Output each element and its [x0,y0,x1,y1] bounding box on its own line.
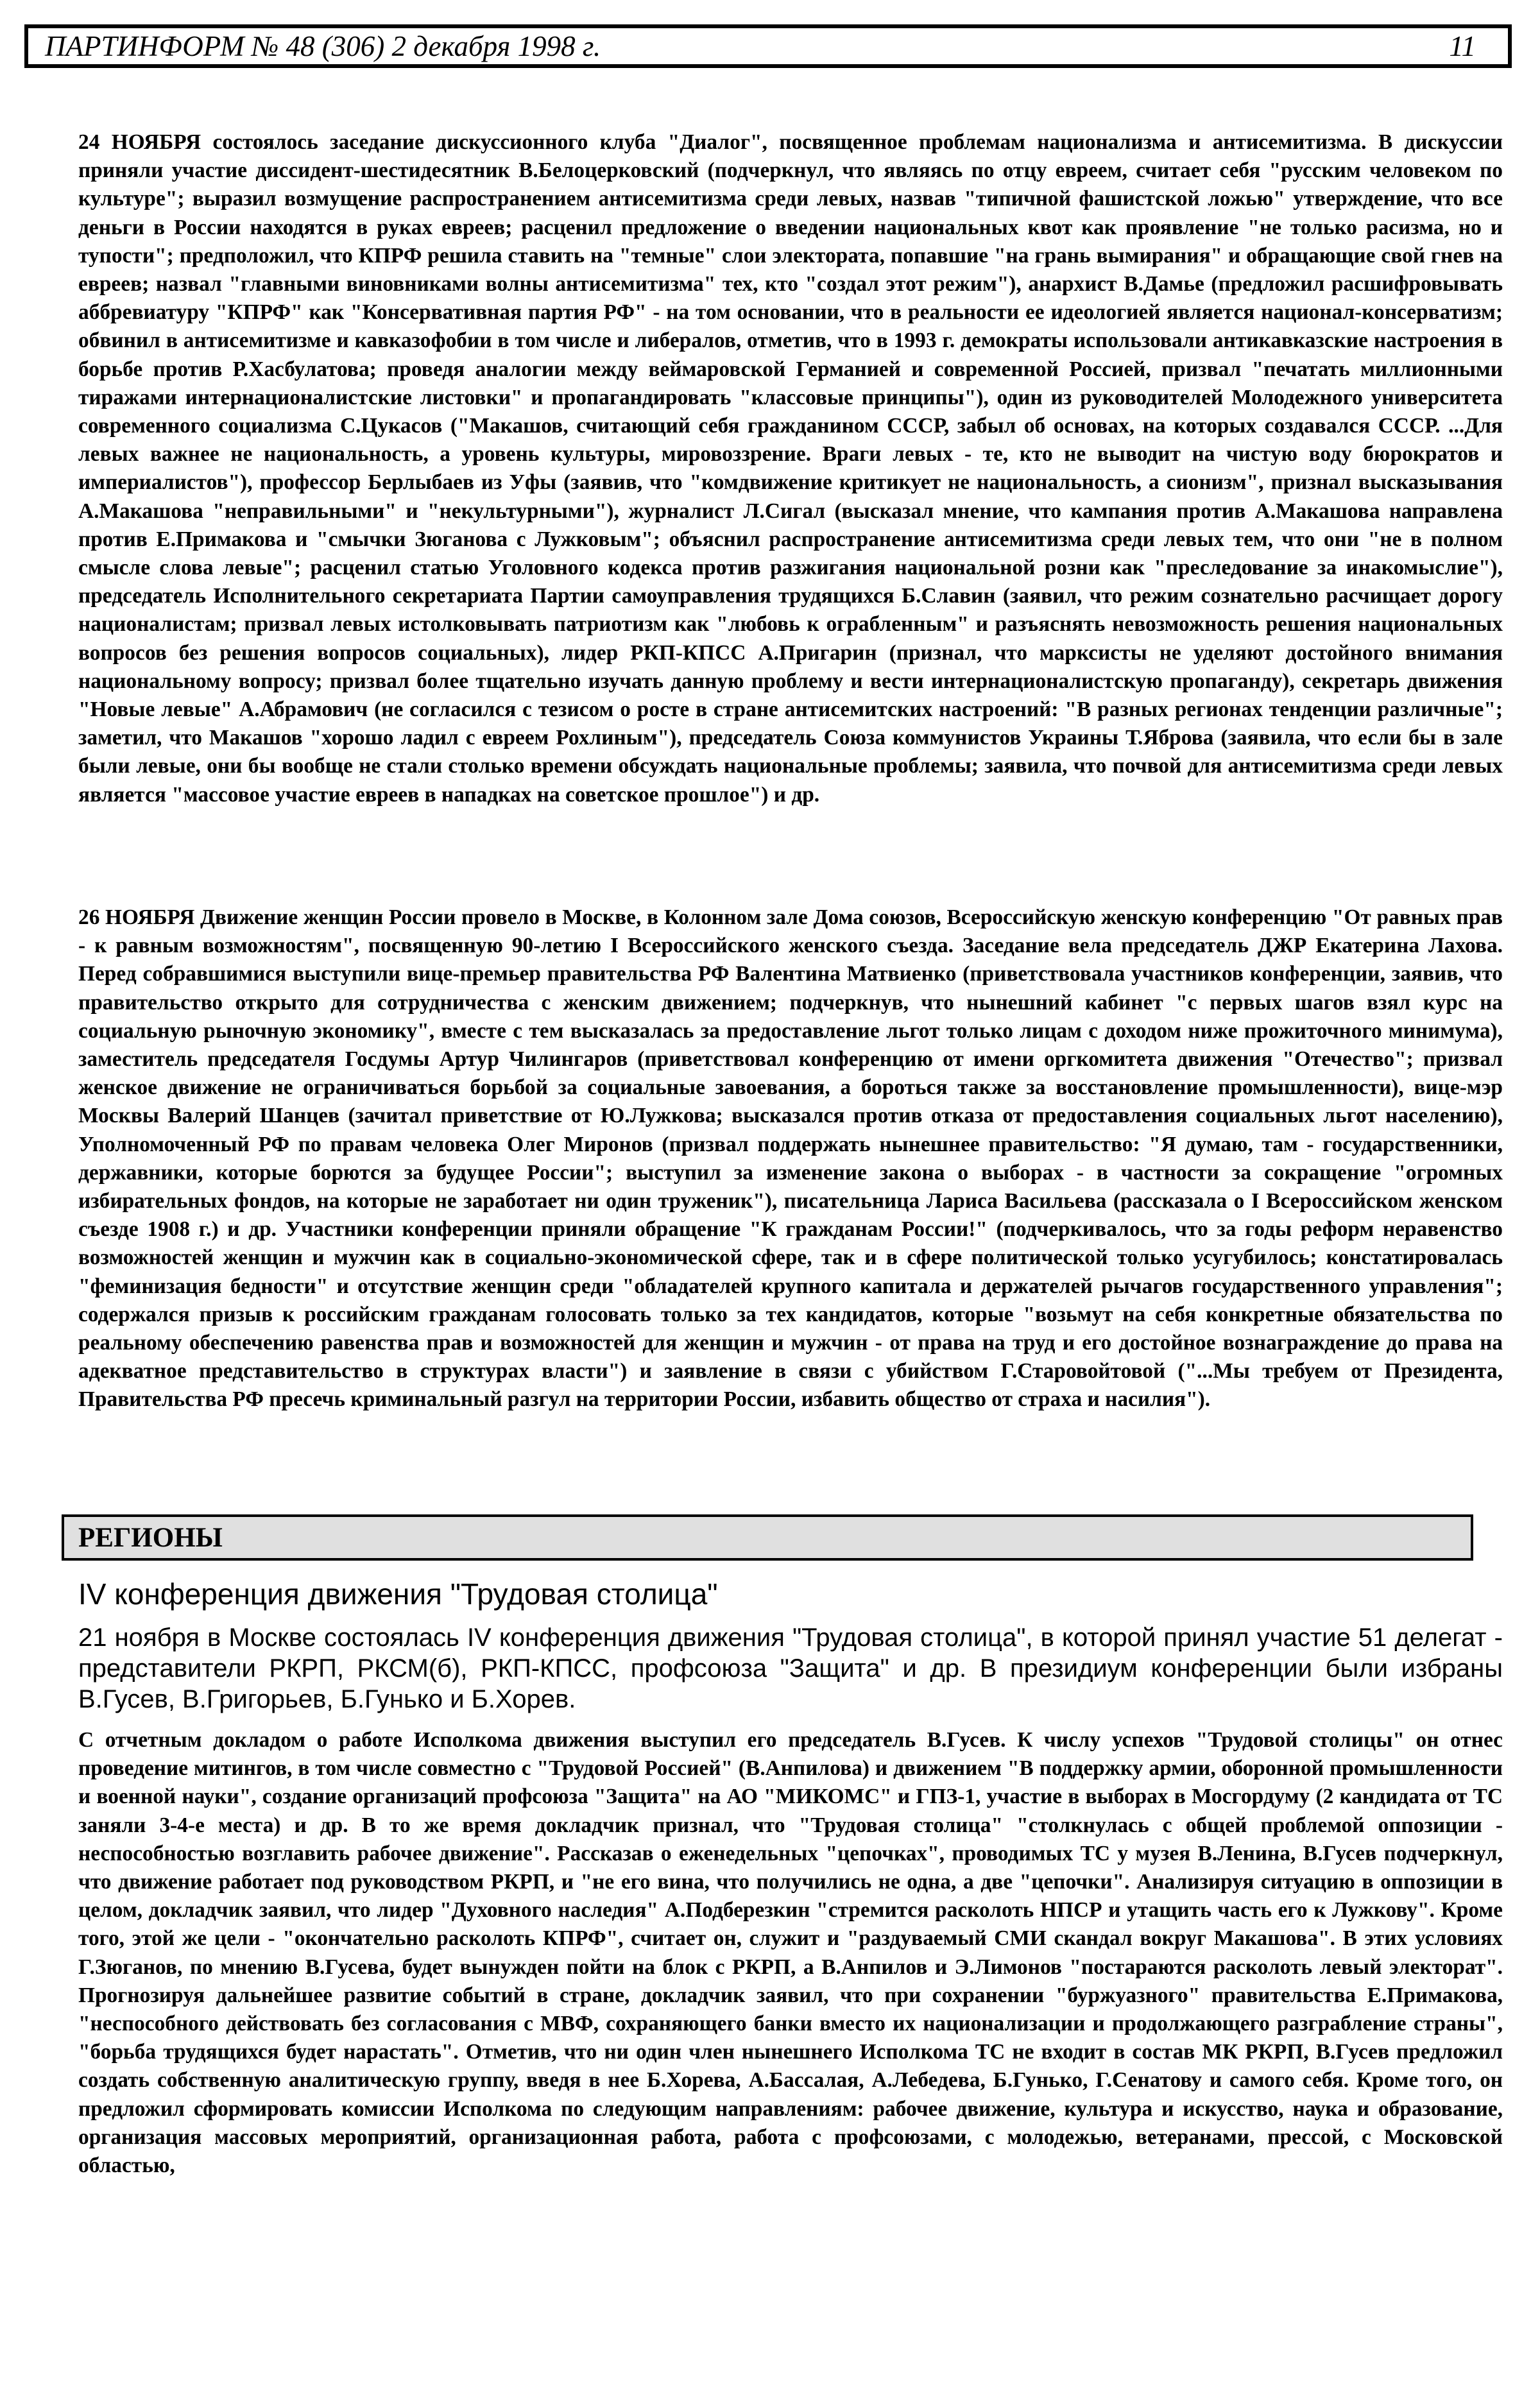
article-text: 26 НОЯБРЯ Движение женщин России провело в Москве, в Колонном зале Дома союзов, Всероссийскую женскую конференцию "От равных прав - к равным возможностям", посвященную 90-летию I Всероссийского женского съезда. Заседание вела председатель ДЖР Екатерина Лахова. Перед собравшимися выступили вице-премьер правительства РФ Валентина Матвиенко (приветствовала участников конференции, заявив, что правительство открыто для сотрудничества с женским движением; подчеркнув, что нынешний кабинет "с первых шагов взял курс на социальную рыночную экономику", вместе с тем высказалась за предоставление льгот только лицам с доходом ниже прожиточного минимума), заместитель председателя Госдумы Артур Чилингаров (приветствовал конференцию от имени оргкомитета движения "Отечество"; призвал женское движение не ограничиваться борьбой за социальные завоевания, а бороться также за восстановление промышленности), вице-мэр Москвы Валерий Шанцев (зачитал приветствие от Ю.Лужкова; высказался против отказа от предоставления социальных льгот населению), Уполномоченный РФ по правам человека Олег Миронов (призвал поддержать нынешнее правительство: "Я думаю, там - государственники, державники, которые борются за будущее России"; выступил за изменение закона о выборах - в частности за сокращение "огромных избирательных фондов, на которые не заработает ни один труженик"), писательница Лариса Васильева (рассказала о I Всероссийском женском съезде 1908 г.) и др. Участники конференции приняли обращение "К гражданам России!" (подчеркивалось, что за годы реформ неравенство возможностей женщин и мужчин как в социально-экономической сфере, так и в сфере политической только усугубилось; констатировалась "феминизация бедности" и отсутствие женщин среди "обладателей крупного капитала и держателей рычагов государственного управления"; содержался призыв к российским гражданам голосовать только за тех кандидатов, которые "возьмут на себя конкретные обязательства по реальному обеспечению равенства прав и возможностей для женщин и мужчин - от права на труд и его достойное вознаграждение до права на адекватное представительство в структурах власти") и заявление в связи с убийством Г.Старовойтовой ("...Мы требуем от Президента, Правительства РФ пресечь криминальный разгул на территории России, избавить общество от страха и насилия"). [78,905,1503,1412]
article-nov-24 [78,128,1503,809]
article-text: 24 НОЯБРЯ состоялось заседание дискуссионного клуба "Диалог", посвященное проблемам национализма и антисемитизма. В дискуссии приняли участие диссидент-шестидесятник В.Белоцерковский (подчеркнул, что являясь по отцу евреем, считает себя "русским человеком по культуре"; выразил возмущение распространением антисемитизма среди левых, назвав "типичной фашистской ложью" утверждение, что все деньги в России находятся в руках евреев; расценил предложение о введении национальных квот как проявление "не только расизма, но и тупости"; предположил, что КПРФ решила ставить на "темные" слои электората, попавшие "на грань вымирания" и обращающие свой гнев на евреев; назвал "главными виновниками волны антисемитизма" тех, кто "создал этот режим"), анархист В.Дамье (предложил расшифровывать аббревиатуру "КПРФ" как "Консервативная партия РФ" - на том основании, что в реальности ее идеологией является национал-консерватизм; обвинил в антисемитизме и кавказофобии в том числе и либералов, отметив, что в 1993 г. демократы использовали антикавказские настроения в борьбе против Р.Хасбулатова; проведя аналогии между веймаровской Германией и современной Россией, призвал "печатать миллионными тиражами интернационалистские листовки" и пропагандировать "классовые принципы"), один из руководителей Молодежного университета современного социализма С.Цукасов ("Макашов, считающий себя гражданином СССР, забыл об основах, на которых создавался СССР. ...Для левых важнее не национальность, а уровень культуры, мировоззрение. Враги левых - те, кто не выводит на чистую воду бюрократов и империалистов"), профессор Берлыбаев из Уфы (заявив, что "комдвижение критикует не национальность, а сионизм", признал высказывания А.Макашова "неправильными" и "некультурными"), журналист Л.Сигал (высказал мнение, что кампания против А.Макашова направлена против Е.Примакова и "смычки Зюганова с Лужковым"; объяснил распространение антисемитизма среди левых тем, что они "не в полном смысле слова левые"; расценил статью Уголовного кодекса против разжигания национальной розни как "преследование за инакомыслие"), председатель Исполнительного секретариата Партии самоуправления трудящихся Б.Славин (заявил, что режим сознательно расчищает дорогу националистам; призвал левых истолковывать патриотизм как "любовь к ограбленным" и разъяснять невозможность решения национальных вопросов без решения вопросов социальных), лидер РКП-КПСС А.Пригарин (признал, что марксисты не уделяют достойного внимания национальному вопросу; призвал более тщательно изучать данную проблему и вести интернационалистскую пропаганду), секретарь движения "Новые левые" А.Абрамович (не согласился с тезисом о росте в стране антисемитских настроений: "В разных регионах тенденции различные"; заметил, что Макашов "хорошо ладил с евреем Рохлиным"), председатель Союза коммунистов Украины Т.Яброва (заявила, что если бы в зале были левые, они бы вообще не стали столько времени обсуждать национальные проблемы; заявила, что почвой для антисемитизма среди левых является "массовое участие евреев в нападках на советское прошлое") и др. [78,130,1503,807]
section-heading [62,1514,1473,1561]
page-number: 11 [1449,30,1476,62]
article-body: С отчетным докладом о работе Исполкома движения выступил его председатель В.Гусев. К числу успехов "Трудовой столицы" он отнес проведение митингов, в том числе совместно с "Трудовой Россией" (В.Анпилова) и движением "В поддержку армии, оборонной промышленности и военной науки", создание организаций профсоюза "Защита" на АО "МИКОМС" и ГПЗ-1, участие в выборах в Мосгордуму (2 кандидата от ТС заняли 3-4-е места) и др. В то же время докладчик признал, что "Трудовая столица" "столкнулась с общей проблемой оппозиции - неспособностью возглавить рабочее движение". Рассказав о еженедельных "цепочках", проводимых ТС у музея В.Ленина, В.Гусев подчеркнул, что движение работает под руководством РКРП, и "не его вина, что получились не одна, а две "цепочки". Анализируя ситуацию в оппозиции в целом, докладчик заявил, что лидер "Духовного наследия" А.Подберезкин "стремится расколоть НПСР и утащить часть его к Лужкову". Кроме того, этой же цели - "окончательно расколоть КПРФ", считает он, служит и "раздуваемый СМИ скандал вокруг Макашова". В этих условиях Г.Зюганов, по мнению В.Гусева, будет вынужден пойти на блок с РКРП, а В.Анпилов и Э.Лимонов "постараются расколоть левый электорат". Прогнозируя дальнейшее развитие событий в стране, докладчик заявил, что при сохранении "буржуазного" правительства Е.Примакова, "неспособного действовать без согласования с МВФ, сохраняющего банки вместо их национализации и продолжающего разграбление страны", "борьба трудящихся будет нарастать". Отметив, что ни один член нынешнего Исполкома ТС не входит в состав МК РКРП, В.Гусев предложил создать собственную аналитическую группу, введя в нее Б.Хорева, А.Бассалая, А.Лебедева, Б.Гунько, Г.Сенатову и самого себя. Кроме того, он предложил сформировать комиссии Исполкома по следующим направлениям: рабочее движение, культура и искусство, наука и образование, организация массовых мероприятий, организационная работа, работа с профсоюзами, с молодежью, ветеранами, прессой, с Московской областью, [78,1728,1503,2178]
section-title: РЕГИОНЫ [78,1522,223,1553]
article-nov-26 [78,904,1503,1414]
article-intro: 21 ноября в Москве состоялась IV конференция движения "Трудовая столица", в которой принял участие 51 делегат - представители РКРП, РКСМ(б), РКП-КПСС, профсоюза "Защита" и др. В президиум конференции были избраны В.Гусев, В.Григорьев, Б.Гунько и Б.Хорев. [78,1624,1503,1713]
publication-title: ПАРТИНФОРМ № 48 (306) 2 декабря 1998 г. [45,30,601,62]
page-header [24,24,1512,68]
article-headline: IV конференция движения "Трудовая столица" [78,1577,718,1611]
